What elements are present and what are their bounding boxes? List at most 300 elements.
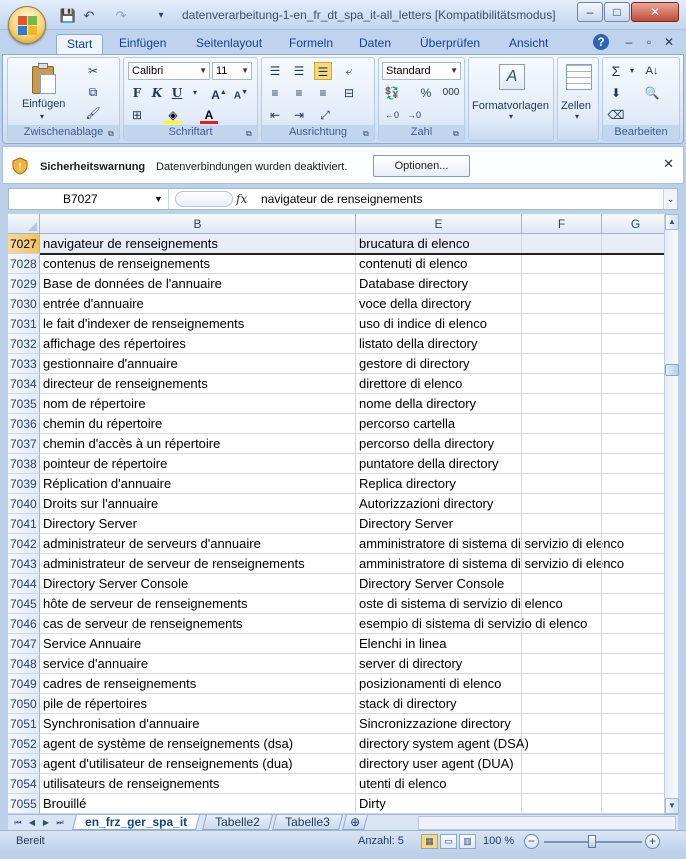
- cell-empty[interactable]: [522, 754, 602, 774]
- font-size-select[interactable]: 11 ▼: [212, 62, 252, 80]
- zoom-out-icon[interactable]: −: [524, 834, 539, 849]
- cell-empty[interactable]: [522, 594, 602, 614]
- cell-empty[interactable]: [522, 274, 602, 294]
- cell-empty[interactable]: [602, 674, 664, 694]
- cell-b[interactable]: Synchronisation d'annuaire: [40, 714, 356, 734]
- paste-dropdown-icon[interactable]: ▾: [40, 112, 45, 121]
- row-header[interactable]: 7041: [8, 514, 40, 534]
- column-header-g[interactable]: G: [602, 214, 664, 234]
- tab-seitenlayout[interactable]: Seitenlayout: [196, 36, 263, 50]
- cell-e[interactable]: amministratore di sistema di servizio di elenco: [356, 534, 522, 554]
- cell-empty[interactable]: [522, 454, 602, 474]
- cell-empty[interactable]: [522, 414, 602, 434]
- vertical-scroll-thumb[interactable]: [665, 364, 679, 376]
- cell-b[interactable]: chemin du répertoire: [40, 414, 356, 434]
- cell-empty[interactable]: [602, 454, 664, 474]
- cell-e[interactable]: utenti di elenco: [356, 774, 522, 794]
- cell-e[interactable]: puntatore della directory: [356, 454, 522, 474]
- cell-b[interactable]: Directory Server: [40, 514, 356, 534]
- first-sheet-icon[interactable]: ⏮: [14, 818, 22, 827]
- cell-e[interactable]: esempio di sistema di servizio di elenco: [356, 614, 522, 634]
- insert-function-button[interactable]: fx: [236, 192, 248, 206]
- cell-empty[interactable]: [522, 494, 602, 514]
- table-row: [8, 694, 664, 714]
- cell-b[interactable]: Réplication d'annuaire: [40, 474, 356, 494]
- bold-button[interactable]: F: [132, 86, 142, 100]
- sheet-tab-label: Tabelle2: [215, 815, 260, 829]
- align-middle-icon[interactable]: ☰: [293, 64, 305, 78]
- cell-e[interactable]: Elenchi in linea: [356, 634, 522, 654]
- find-select-icon[interactable]: 🔍: [644, 86, 660, 100]
- ribbon-close-icon[interactable]: ✕: [663, 35, 675, 49]
- cell-b[interactable]: cas de serveur de renseignements: [40, 614, 356, 634]
- page-break-view-icon[interactable]: ▥: [459, 834, 476, 849]
- increase-decimal-icon[interactable]: ←0: [384, 110, 399, 120]
- table-row: [8, 454, 664, 474]
- row-header[interactable]: 7047: [8, 634, 40, 654]
- cell-empty[interactable]: [602, 494, 664, 514]
- cell-empty[interactable]: [522, 714, 602, 734]
- styles-button[interactable]: Formatvorlagen: [472, 100, 550, 112]
- cell-e[interactable]: listato della directory: [356, 334, 522, 354]
- sheet-tab-label: Tabelle3: [285, 815, 330, 829]
- table-row: [8, 734, 664, 754]
- copy-icon[interactable]: ⧉: [88, 85, 98, 99]
- row-header[interactable]: 7028: [8, 254, 40, 274]
- cell-empty[interactable]: [602, 594, 664, 614]
- column-header-b[interactable]: B: [40, 214, 356, 234]
- table-row: [8, 274, 664, 294]
- paste-icon[interactable]: [28, 62, 60, 96]
- merge-cells-icon[interactable]: ⊟: [343, 86, 355, 100]
- row-header[interactable]: 7032: [8, 334, 40, 354]
- cells-dropdown-icon[interactable]: ▾: [575, 112, 580, 121]
- cell-empty[interactable]: [522, 374, 602, 394]
- cell-b[interactable]: Brouillé: [40, 794, 356, 814]
- currency-icon[interactable]: 💱: [384, 86, 400, 100]
- security-options-button[interactable]: Optionen...: [373, 155, 470, 177]
- row-header[interactable]: 7055: [8, 794, 40, 814]
- name-box[interactable]: B7027: [9, 189, 169, 209]
- select-all-button[interactable]: [8, 214, 40, 234]
- alignment-group-label: Ausrichtung: [262, 125, 374, 140]
- tab-ansicht[interactable]: Ansicht: [509, 36, 549, 50]
- cell-empty[interactable]: [522, 234, 602, 254]
- cell-empty[interactable]: [522, 514, 602, 534]
- styles-dropdown-icon[interactable]: ▾: [509, 112, 514, 121]
- column-header-f[interactable]: F: [522, 214, 602, 234]
- row-header[interactable]: 7029: [8, 274, 40, 294]
- cell-empty[interactable]: [522, 314, 602, 334]
- cell-b[interactable]: entrée d'annuaire: [40, 294, 356, 314]
- cell-e[interactable]: oste di sistema di servizio di elenco: [356, 594, 522, 614]
- cell-empty[interactable]: [522, 474, 602, 494]
- cell-empty[interactable]: [602, 654, 664, 674]
- sheet-tab-en-frz-ger-spa-it[interactable]: [72, 815, 200, 830]
- row-header[interactable]: 7054: [8, 774, 40, 794]
- cell-empty[interactable]: [522, 634, 602, 654]
- sheet-tab-bar: [8, 814, 678, 830]
- group-alignment: [261, 57, 375, 141]
- group-clipboard: [7, 57, 120, 141]
- customize-qat-icon[interactable]: ▾: [158, 10, 164, 21]
- freeze-pane-divider: [40, 253, 664, 255]
- cell-e[interactable]: Database directory: [356, 274, 522, 294]
- row-header[interactable]: 7050: [8, 694, 40, 714]
- ribbon-tabs: [0, 30, 686, 54]
- cell-b[interactable]: agent de système de renseignements (dsa): [40, 734, 356, 754]
- zoom-slider-thumb[interactable]: [588, 835, 596, 848]
- sort-filter-icon[interactable]: A↓: [645, 65, 659, 77]
- row-header[interactable]: 7044: [8, 574, 40, 594]
- table-row: [8, 674, 664, 694]
- cell-b[interactable]: navigateur de renseignements: [40, 234, 356, 254]
- align-bottom-icon[interactable]: ☰: [314, 62, 332, 80]
- cell-empty[interactable]: [522, 254, 602, 274]
- format-painter-icon[interactable]: 🖌: [85, 106, 101, 120]
- cell-b[interactable]: cadres de renseignements: [40, 674, 356, 694]
- autosum-dropdown-icon[interactable]: ▾: [629, 66, 634, 75]
- formula-bar: [8, 188, 678, 210]
- cell-b[interactable]: gestionnaire d'annuaire: [40, 354, 356, 374]
- scroll-down-icon[interactable]: ▼: [665, 798, 679, 814]
- cell-b[interactable]: affichage des répertoires: [40, 334, 356, 354]
- table-row: [8, 654, 664, 674]
- table-row: [8, 774, 664, 794]
- row-header[interactable]: 7030: [8, 294, 40, 314]
- row-header[interactable]: 7042: [8, 534, 40, 554]
- cell-empty[interactable]: [602, 754, 664, 774]
- cells-icon[interactable]: [566, 64, 592, 90]
- row-header[interactable]: 7046: [8, 614, 40, 634]
- font-color-icon[interactable]: A: [200, 106, 218, 124]
- cell-empty[interactable]: [602, 394, 664, 414]
- cell-empty[interactable]: [602, 534, 664, 554]
- table-row: [8, 234, 664, 254]
- cell-empty[interactable]: [522, 654, 602, 674]
- help-icon[interactable]: ?: [593, 34, 609, 50]
- cell-e[interactable]: voce della directory: [356, 294, 522, 314]
- security-bar-close-icon[interactable]: ✕: [663, 156, 674, 171]
- tab-formeln[interactable]: Formeln: [289, 36, 334, 50]
- cell-e[interactable]: Sincronizzazione directory: [356, 714, 522, 734]
- cell-empty[interactable]: [522, 794, 602, 814]
- orientation-icon[interactable]: ⤢: [320, 108, 330, 122]
- maximize-button[interactable]: □: [604, 2, 630, 22]
- cell-empty[interactable]: [602, 354, 664, 374]
- align-center-icon[interactable]: ≡: [295, 86, 303, 100]
- svg-text:!: !: [18, 162, 22, 173]
- row-header[interactable]: 7053: [8, 754, 40, 774]
- shield-icon: [12, 157, 28, 175]
- cell-empty[interactable]: [602, 414, 664, 434]
- italic-button[interactable]: K: [151, 86, 163, 100]
- cell-e[interactable]: stack di directory: [356, 694, 522, 714]
- row-header[interactable]: 7051: [8, 714, 40, 734]
- row-header[interactable]: 7036: [8, 414, 40, 434]
- fill-color-icon[interactable]: ◈: [164, 106, 182, 124]
- cell-e[interactable]: directory system agent (DSA): [356, 734, 522, 754]
- table-row: [8, 314, 664, 334]
- table-row: [8, 754, 664, 774]
- row-header[interactable]: 7033: [8, 354, 40, 374]
- clipboard-launcher-icon[interactable]: ⧉: [108, 129, 114, 138]
- cell-e[interactable]: Directory Server Console: [356, 574, 522, 594]
- table-row: [8, 574, 664, 594]
- underline-button[interactable]: U: [171, 86, 183, 100]
- cell-empty[interactable]: [522, 674, 602, 694]
- cell-b[interactable]: contenus de renseignements: [40, 254, 356, 274]
- cell-empty[interactable]: [602, 274, 664, 294]
- align-left-icon[interactable]: ≡: [271, 86, 279, 100]
- editing-group-label: Bearbeiten: [603, 125, 679, 140]
- cell-empty[interactable]: [602, 614, 664, 634]
- borders-icon[interactable]: ⊞: [131, 108, 143, 122]
- cell-empty[interactable]: [602, 554, 664, 574]
- cell-b[interactable]: utilisateurs de renseignements: [40, 774, 356, 794]
- font-launcher-icon[interactable]: ⧉: [246, 129, 252, 138]
- increase-indent-icon[interactable]: ⇥: [293, 108, 305, 122]
- cell-b[interactable]: chemin d'accès à un répertoire: [40, 434, 356, 454]
- cell-empty[interactable]: [602, 734, 664, 754]
- office-logo-icon: [18, 16, 38, 36]
- cell-e[interactable]: percorso della directory: [356, 434, 522, 454]
- next-sheet-icon[interactable]: ▶: [42, 818, 50, 827]
- prev-sheet-icon[interactable]: ◀: [28, 818, 36, 827]
- cell-empty[interactable]: [602, 314, 664, 334]
- tab-ueberpruefen[interactable]: Überprüfen: [420, 36, 481, 50]
- cell-empty[interactable]: [522, 554, 602, 574]
- cell-e[interactable]: uso di indice di elenco: [356, 314, 522, 334]
- align-right-icon[interactable]: ≡: [319, 86, 327, 100]
- insert-sheet-icon[interactable]: ⊕: [342, 815, 368, 830]
- cell-b[interactable]: service d'annuaire: [40, 654, 356, 674]
- table-row: [8, 794, 664, 814]
- cell-empty[interactable]: [602, 714, 664, 734]
- redo-icon[interactable]: ↷: [115, 8, 127, 23]
- cell-empty[interactable]: [602, 374, 664, 394]
- zoom-level[interactable]: 100 %: [483, 835, 515, 847]
- sheet-tab-label: en_frz_ger_spa_it: [85, 815, 188, 829]
- row-header[interactable]: 7035: [8, 394, 40, 414]
- office-button[interactable]: [8, 6, 46, 44]
- tab-start[interactable]: Start: [56, 34, 103, 54]
- cell-empty[interactable]: [522, 574, 602, 594]
- row-header[interactable]: 7038: [8, 454, 40, 474]
- vertical-scrollbar[interactable]: [664, 214, 678, 814]
- cell-e[interactable]: percorso cartella: [356, 414, 522, 434]
- cell-empty[interactable]: [522, 694, 602, 714]
- cell-empty[interactable]: [522, 774, 602, 794]
- ribbon: [2, 54, 684, 144]
- cells-button[interactable]: Zellen: [561, 100, 591, 112]
- cell-b[interactable]: Service Annuaire: [40, 634, 356, 654]
- save-icon[interactable]: 💾: [59, 8, 77, 23]
- number-group-label: Zahl: [379, 125, 464, 140]
- worksheet-grid[interactable]: [8, 214, 664, 814]
- cell-empty[interactable]: [602, 254, 664, 274]
- cell-b[interactable]: administrateur de serveurs d'annuaire: [40, 534, 356, 554]
- align-top-icon[interactable]: ☰: [269, 64, 281, 78]
- row-header[interactable]: 7027: [8, 234, 40, 254]
- number-launcher-icon[interactable]: ⧉: [453, 129, 459, 138]
- table-row: [8, 614, 664, 634]
- row-header[interactable]: 7048: [8, 654, 40, 674]
- table-row: [8, 414, 664, 434]
- cell-empty[interactable]: [522, 614, 602, 634]
- cell-e[interactable]: posizionamenti di elenco: [356, 674, 522, 694]
- cell-e[interactable]: Replica directory: [356, 474, 522, 494]
- decrease-decimal-icon[interactable]: →0: [406, 110, 421, 120]
- cell-b[interactable]: Droits sur l'annuaire: [40, 494, 356, 514]
- cell-e[interactable]: gestore di directory: [356, 354, 522, 374]
- cell-empty[interactable]: [522, 334, 602, 354]
- close-button[interactable]: ✕: [631, 2, 679, 22]
- cell-b[interactable]: pile de répertoires: [40, 694, 356, 714]
- table-row: [8, 494, 664, 514]
- formula-expand-icon[interactable]: ⌄: [663, 189, 677, 209]
- page-layout-view-icon[interactable]: ▭: [440, 834, 457, 849]
- wrap-text-icon[interactable]: ⤶: [345, 64, 353, 78]
- percent-button[interactable]: %: [420, 86, 432, 100]
- cell-b[interactable]: nom de répertoire: [40, 394, 356, 414]
- status-ready: Bereit: [16, 835, 45, 847]
- status-count: Anzahl: 5: [358, 835, 404, 847]
- row-header[interactable]: 7039: [8, 474, 40, 494]
- cell-e[interactable]: Directory Server: [356, 514, 522, 534]
- cell-empty[interactable]: [602, 474, 664, 494]
- minimize-button[interactable]: –: [577, 2, 603, 22]
- decrease-indent-icon[interactable]: ⇤: [269, 108, 281, 122]
- cell-b[interactable]: Base de données de l'annuaire: [40, 274, 356, 294]
- tab-daten[interactable]: Daten: [359, 36, 392, 50]
- cell-b[interactable]: administrateur de serveur de renseignements: [40, 554, 356, 574]
- number-format-value: Standard: [386, 65, 431, 77]
- group-editing: [602, 57, 680, 141]
- column-header-e[interactable]: E: [356, 214, 522, 234]
- cell-e[interactable]: brucatura di elenco: [356, 234, 522, 254]
- name-box-dropdown-icon[interactable]: ▼: [154, 194, 163, 204]
- tab-einfuegen[interactable]: Einfügen: [119, 36, 167, 50]
- group-styles: [468, 57, 554, 141]
- cell-empty[interactable]: [602, 574, 664, 594]
- clear-icon[interactable]: ⌫: [607, 108, 625, 122]
- row-header[interactable]: 7040: [8, 494, 40, 514]
- cell-empty[interactable]: [602, 774, 664, 794]
- cell-empty[interactable]: [522, 534, 602, 554]
- security-warning-bar: [2, 146, 684, 184]
- cell-empty[interactable]: [522, 434, 602, 454]
- table-row: [8, 294, 664, 314]
- row-header[interactable]: 7045: [8, 594, 40, 614]
- cell-b[interactable]: directeur de renseignements: [40, 374, 356, 394]
- cell-empty[interactable]: [602, 334, 664, 354]
- cell-e[interactable]: contenuti di elenco: [356, 254, 522, 274]
- cell-b[interactable]: Directory Server Console: [40, 574, 356, 594]
- table-row: [8, 514, 664, 534]
- styles-icon[interactable]: A: [499, 64, 525, 90]
- cell-empty[interactable]: [602, 634, 664, 654]
- sheet-tab-tabelle3[interactable]: [272, 815, 342, 830]
- cell-e[interactable]: amministratore di sistema di servizio di elenco: [356, 554, 522, 574]
- number-format-select[interactable]: Standard ▼: [382, 62, 461, 80]
- cell-empty[interactable]: [522, 394, 602, 414]
- grow-font-icon[interactable]: A▲: [211, 88, 227, 102]
- row-header[interactable]: 7037: [8, 434, 40, 454]
- group-number: [378, 57, 465, 141]
- undo-icon[interactable]: ↶: [83, 8, 95, 23]
- underline-dropdown-icon[interactable]: ▾: [192, 88, 197, 97]
- table-row: [8, 594, 664, 614]
- scroll-up-icon[interactable]: ▲: [665, 214, 679, 230]
- table-row: [8, 534, 664, 554]
- cell-empty[interactable]: [522, 354, 602, 374]
- table-row: [8, 394, 664, 414]
- horizontal-scrollbar[interactable]: [418, 816, 676, 830]
- row-header[interactable]: 7052: [8, 734, 40, 754]
- cell-empty[interactable]: [602, 794, 664, 814]
- cell-e[interactable]: nome della directory: [356, 394, 522, 414]
- table-row: [8, 434, 664, 454]
- normal-view-icon[interactable]: ▦: [421, 834, 438, 849]
- formula-bar-handle[interactable]: [175, 191, 233, 207]
- row-header[interactable]: 7034: [8, 374, 40, 394]
- cell-empty[interactable]: [602, 294, 664, 314]
- cell-empty[interactable]: [602, 514, 664, 534]
- formula-input[interactable]: navigateur de renseignements: [261, 192, 423, 206]
- shrink-font-icon[interactable]: A▼: [233, 89, 249, 102]
- font-group-label: Schriftart: [124, 125, 257, 140]
- cell-b[interactable]: le fait d'indexer de renseignements: [40, 314, 356, 334]
- cell-b[interactable]: hôte de serveur de renseignements: [40, 594, 356, 614]
- fill-icon[interactable]: ⬇: [610, 86, 622, 100]
- row-header[interactable]: 7043: [8, 554, 40, 574]
- cell-b[interactable]: pointeur de répertoire: [40, 454, 356, 474]
- row-header[interactable]: 7049: [8, 674, 40, 694]
- font-name-select[interactable]: Calibri ▼: [128, 62, 210, 80]
- zoom-in-icon[interactable]: +: [645, 834, 660, 849]
- cell-empty[interactable]: [602, 434, 664, 454]
- ribbon-minimize-icon[interactable]: –: [625, 35, 633, 49]
- cell-empty[interactable]: [602, 234, 664, 254]
- cell-e[interactable]: server di directory: [356, 654, 522, 674]
- ribbon-restore-icon[interactable]: ▫: [646, 35, 652, 49]
- table-row: [8, 634, 664, 654]
- table-row: [8, 714, 664, 734]
- cell-e[interactable]: direttore di elenco: [356, 374, 522, 394]
- cell-e[interactable]: Autorizzazioni directory: [356, 494, 522, 514]
- sheet-tab-tabelle2[interactable]: [202, 815, 272, 830]
- row-header[interactable]: 7031: [8, 314, 40, 334]
- alignment-launcher-icon[interactable]: ⧉: [363, 129, 369, 138]
- table-row: [8, 474, 664, 494]
- paste-label[interactable]: Einfügen: [22, 98, 66, 110]
- cell-e[interactable]: Dirty: [356, 794, 522, 814]
- table-row: [8, 254, 664, 274]
- clipboard-group-label: Zwischenablage: [8, 125, 119, 140]
- autosum-icon[interactable]: Σ: [611, 63, 621, 79]
- cell-empty[interactable]: [522, 734, 602, 754]
- cell-e[interactable]: directory user agent (DUA): [356, 754, 522, 774]
- table-row: [8, 354, 664, 374]
- window-title: datenverarbeitung-1-en_fr_dt_spa_it-all_letters [Kompatibilitätsmodus]: [182, 8, 556, 22]
- cell-empty[interactable]: [522, 294, 602, 314]
- cell-b[interactable]: agent d'utilisateur de renseignements (dua): [40, 754, 356, 774]
- cut-icon[interactable]: ✂: [87, 64, 99, 78]
- thousands-button[interactable]: 000: [442, 87, 460, 98]
- cell-empty[interactable]: [602, 694, 664, 714]
- last-sheet-icon[interactable]: ⏭: [56, 818, 64, 827]
